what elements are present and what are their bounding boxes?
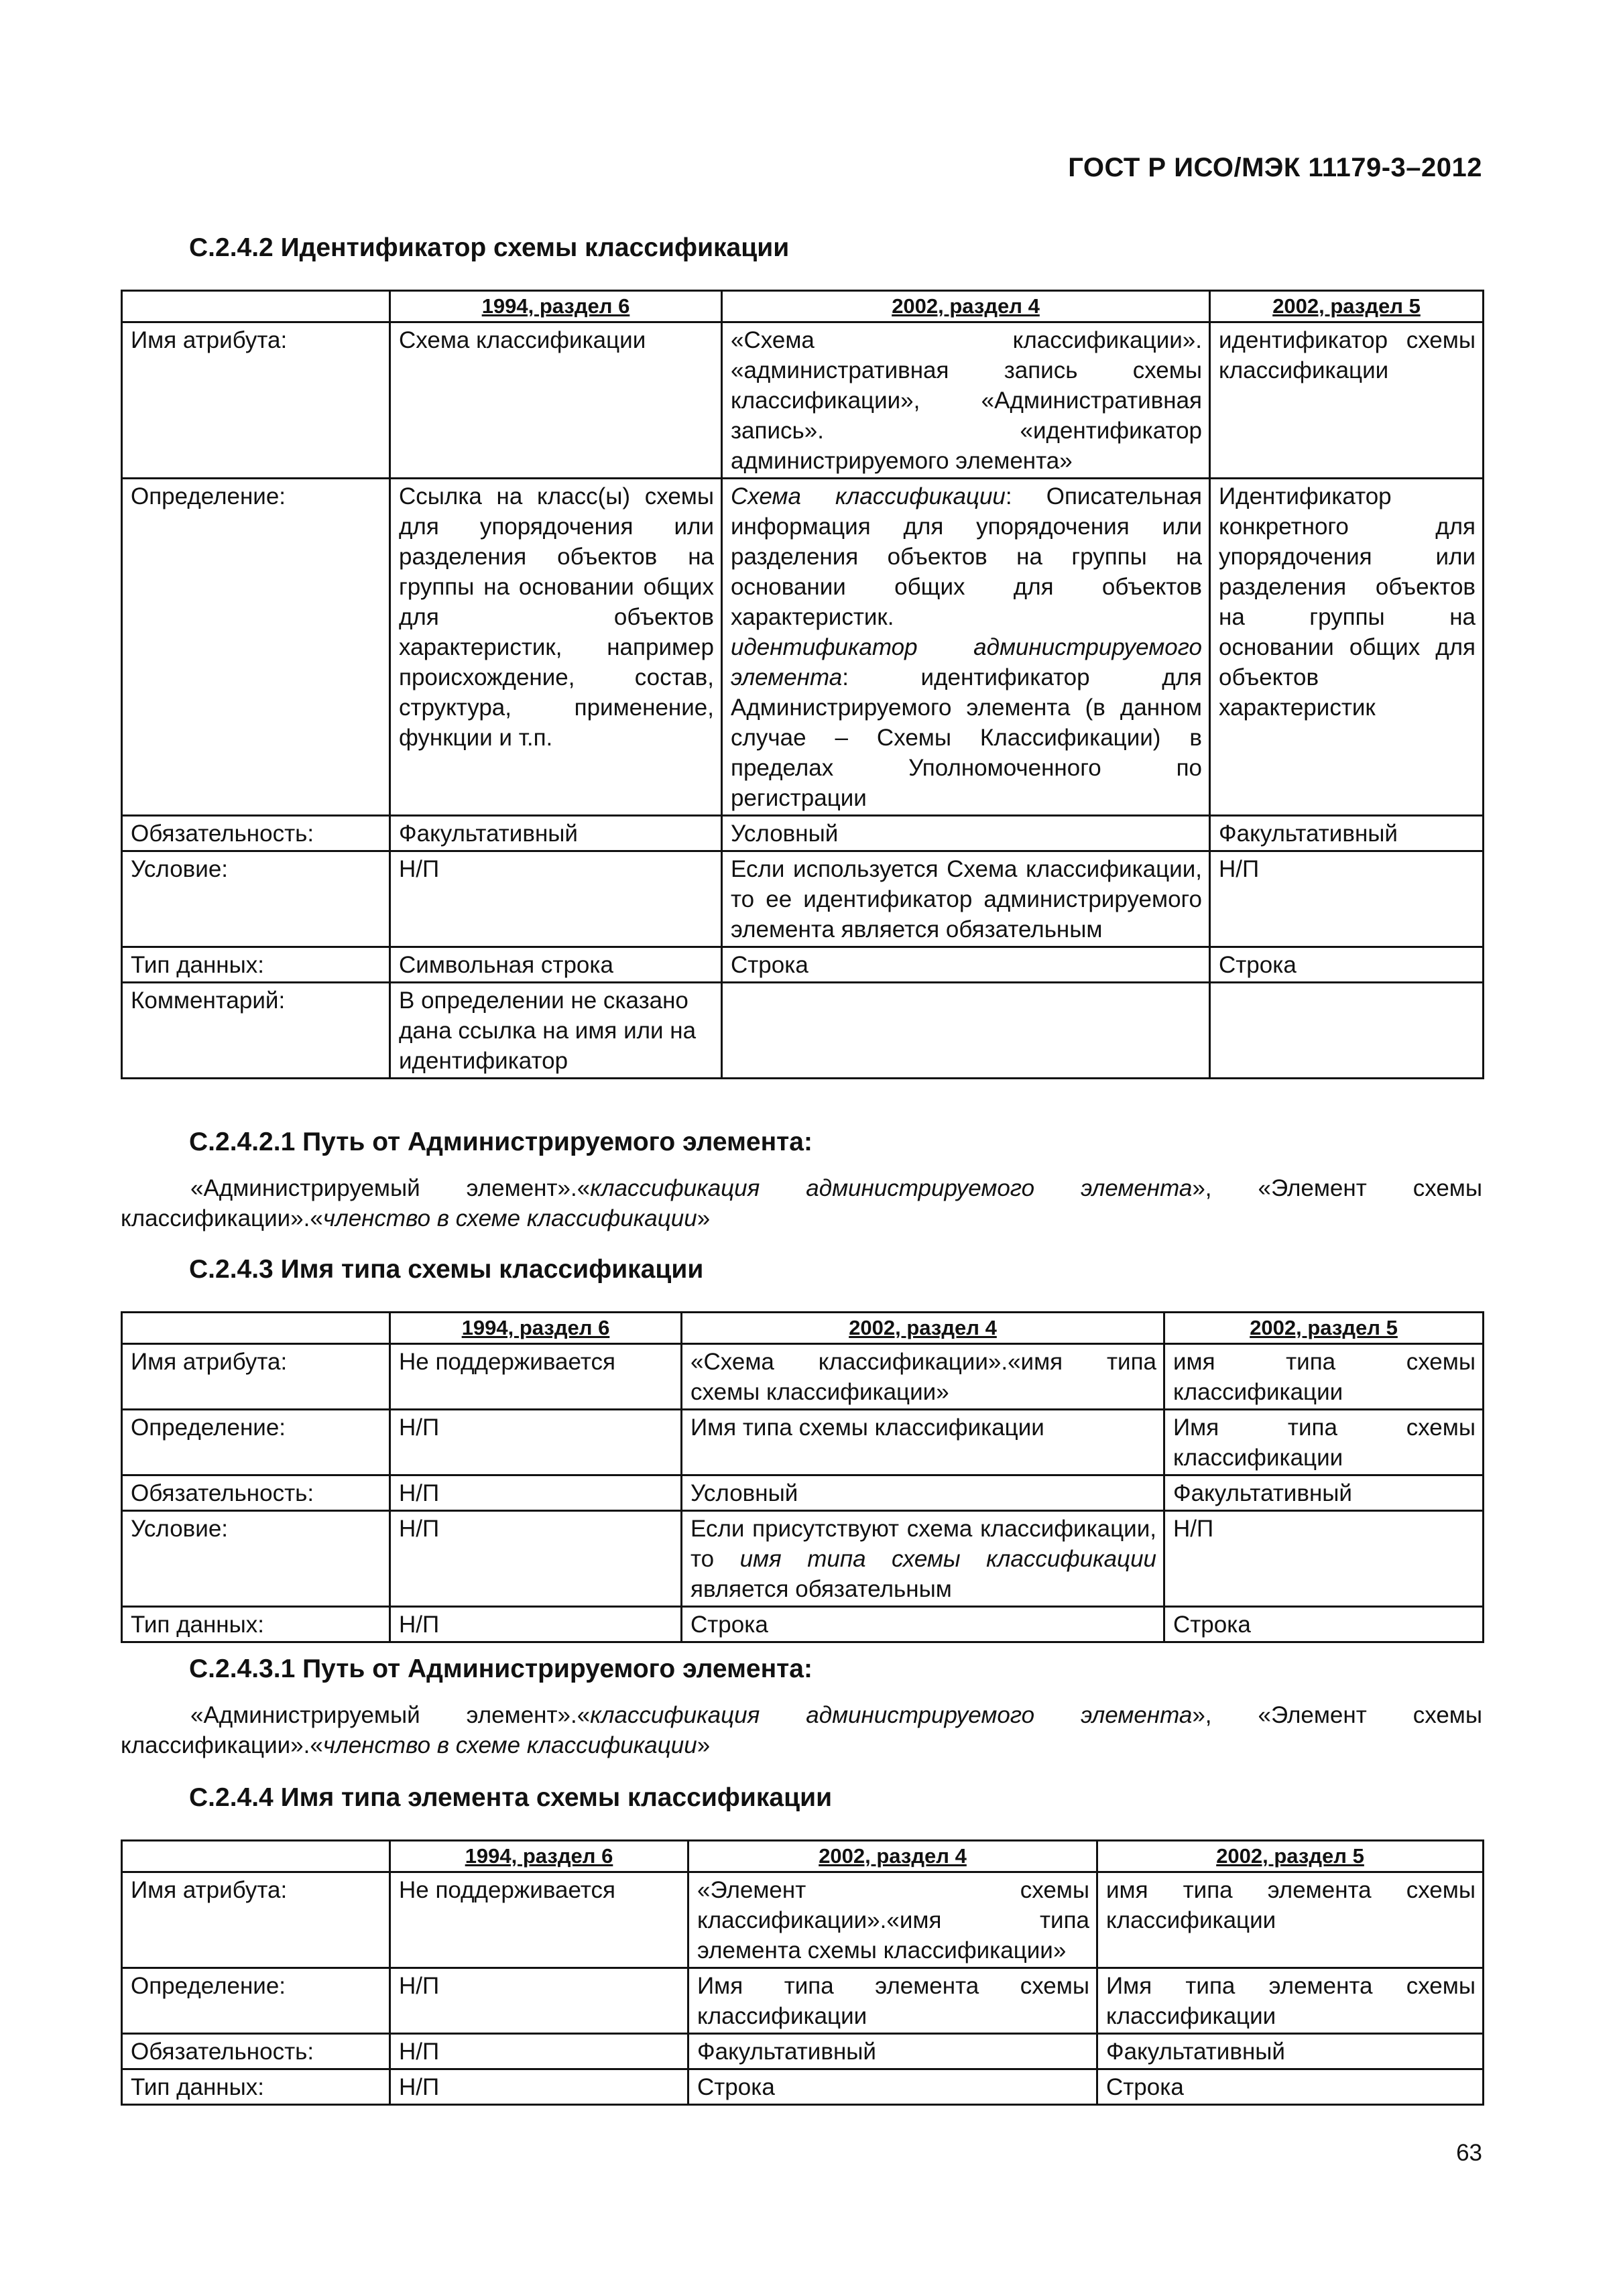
cell: Факультативный [1164,1475,1484,1511]
text: : идентификатор для Администрируемого элемента (в данном случае – Схемы Классификации) в пределах Уполномоченного по регистрации [731,664,1202,811]
header-cell-1994: 1994, раздел 6 [390,1313,682,1344]
italic-term: Схема классификации [731,483,1006,509]
cell: Факультативный [390,816,722,851]
cell: Не поддерживается [390,1344,682,1410]
header-cell-2002-4: 2002, раздел 4 [682,1313,1164,1344]
document-code: ГОСТ Р ИСО/МЭК 11179-3–2012 [1068,153,1482,182]
cell: Ссылка на класс(ы) схемы для упорядочения или разделения объектов на группы на основании общих для объектов характеристик, например происхождение, состав, структура, применение, функции и т.п. [390,479,722,816]
cell: Не поддерживается [390,1872,688,1968]
header-cell-2002-4: 2002, раздел 4 [688,1841,1097,1872]
cell: «Схема классификации».«имя типа схемы классификации» [682,1344,1164,1410]
header-cell-2002-5: 2002, раздел 5 [1097,1841,1484,1872]
row-label: Условие: [122,851,390,947]
cell [1210,983,1484,1079]
section-heading-c243: C.2.4.3 Имя типа схемы классификации [189,1255,704,1284]
table-row [122,2034,1484,2069]
cell: Имя типа схемы классификации [682,1410,1164,1475]
cell-definition-2002-4 [722,479,1210,816]
header-cell-1994: 1994, раздел 6 [390,1841,688,1872]
cell: Условный [722,816,1210,851]
table-row [122,851,1484,947]
table-classification-scheme-identifier [121,290,1484,1079]
cell: имя типа схемы классификации [1164,1344,1484,1410]
cell: Факультативный [1210,816,1484,851]
row-label: Обязательность: [122,2034,390,2069]
header-cell-2002-5: 2002, раздел 5 [1210,291,1484,322]
path-paragraph [121,1173,1482,1233]
row-label: Обязательность: [122,816,390,851]
table-row [122,1511,1484,1607]
italic-term: имя типа схемы классификации [739,1546,1156,1572]
row-label: Условие: [122,1511,390,1607]
header-cell-2002-5: 2002, раздел 5 [1164,1313,1484,1344]
table-classification-scheme-type-name [121,1311,1484,1643]
section-heading-c244: C.2.4.4 Имя типа элемента схемы классификации [189,1783,833,1812]
row-label: Определение: [122,479,390,816]
cell: Н/П [390,2069,688,2105]
cell: Символьная строка [390,947,722,983]
cell: Н/П [390,1968,688,2034]
cell: имя типа элемента схемы классификации [1097,1872,1484,1968]
row-label: Тип данных: [122,947,390,983]
cell: Строка [722,947,1210,983]
text: Если присутствуют схема классификации, то [690,1516,1156,1572]
cell: Н/П [1210,851,1484,947]
table-row [122,947,1484,983]
header-cell-empty [122,291,390,322]
cell: Факультативный [1097,2034,1484,2069]
cell: Строка [682,1607,1164,1642]
section-heading-c242: C.2.4.2 Идентификатор схемы классификации [189,233,790,262]
row-label: Тип данных: [122,1607,390,1642]
section-heading-c2431: C.2.4.3.1 Путь от Администрируемого элемента: [189,1654,813,1683]
text: : Описательная информация для упорядочения или разделения объектов на группы на основании общих для объектов характеристик. [731,483,1202,630]
section-heading-c2421: C.2.4.2.1 Путь от Администрируемого элемента: [189,1128,813,1156]
table-row [122,1968,1484,2034]
cell: Строка [1097,2069,1484,2105]
cell: Н/П [390,1511,682,1607]
cell [722,983,1210,1079]
header-cell-2002-4: 2002, раздел 4 [722,291,1210,322]
table-header-row [122,1841,1484,1872]
row-label: Комментарий: [122,983,390,1079]
cell: Факультативный [688,2034,1097,2069]
table-row [122,983,1484,1079]
cell: Строка [1164,1607,1484,1642]
row-label: Имя атрибута: [122,1344,390,1410]
cell: Н/П [390,1410,682,1475]
table-row [122,322,1484,479]
cell: Условный [682,1475,1164,1511]
header-cell-1994: 1994, раздел 6 [390,291,722,322]
italic-term: членство в схеме классификации [322,1205,697,1231]
table-row [122,1344,1484,1410]
cell: Если используется Схема классификации, то ее идентификатор администрируемого элемента является обязательным [722,851,1210,947]
row-label: Имя атрибута: [122,1872,390,1968]
table-row [122,1607,1484,1642]
table-header-row [122,1313,1484,1344]
cell: Н/П [390,2034,688,2069]
table-row [122,2069,1484,2105]
cell: Строка [1210,947,1484,983]
table-row [122,1872,1484,1968]
table-header-row [122,291,1484,322]
cell-condition-2002-4 [682,1511,1164,1607]
text: » [697,1205,711,1231]
row-label: Определение: [122,1410,390,1475]
cell: Имя типа элемента схемы классификации [1097,1968,1484,2034]
table-row [122,816,1484,851]
row-label: Тип данных: [122,2069,390,2105]
text: «Администрируемый элемент».« [190,1175,591,1201]
cell: «Схема классификации». «административная запись схемы классификации», «Административная запись». «идентификатор администрируемого элемента» [722,322,1210,479]
text: », «Элемент схемы классификации».« [121,1175,1483,1231]
text: », «Элемент схемы классификации».« [121,1702,1483,1758]
cell: идентификатор схемы классификации [1210,322,1484,479]
header-cell-empty [122,1841,390,1872]
italic-term: классификация администрируемого элемента [590,1702,1193,1728]
cell: Н/П [1164,1511,1484,1607]
cell: Имя типа элемента схемы классификации [688,1968,1097,2034]
italic-term: классификация администрируемого элемента [590,1175,1193,1201]
italic-term: идентификатор администрируемого элемента [731,634,1202,690]
cell: Н/П [390,851,722,947]
table-row [122,1410,1484,1475]
cell: Н/П [390,1607,682,1642]
text: «Администрируемый элемент».« [190,1702,591,1728]
text: является обязательным [690,1576,952,1602]
cell: Схема классификации [390,322,722,479]
cell: Н/П [390,1475,682,1511]
row-label: Имя атрибута: [122,322,390,479]
row-label: Определение: [122,1968,390,2034]
table-row [122,1475,1484,1511]
header-cell-empty [122,1313,390,1344]
cell: В определении не сказано дана ссылка на имя или на идентификатор [390,983,722,1079]
cell: Идентификатор конкретного для упорядочения или разделения объектов на группы на основании общих для объектов характеристик [1210,479,1484,816]
cell: Имя типа схемы классификации [1164,1410,1484,1475]
table-row [122,479,1484,816]
italic-term: членство в схеме классификации [322,1732,697,1758]
cell: Строка [688,2069,1097,2105]
path-paragraph [121,1700,1482,1760]
cell: «Элемент схемы классификации».«имя типа элемента схемы классификации» [688,1872,1097,1968]
row-label: Обязательность: [122,1475,390,1511]
text: » [697,1732,711,1758]
page-number: 63 [1456,2140,1482,2166]
table-classification-scheme-item-type-name [121,1839,1484,2106]
